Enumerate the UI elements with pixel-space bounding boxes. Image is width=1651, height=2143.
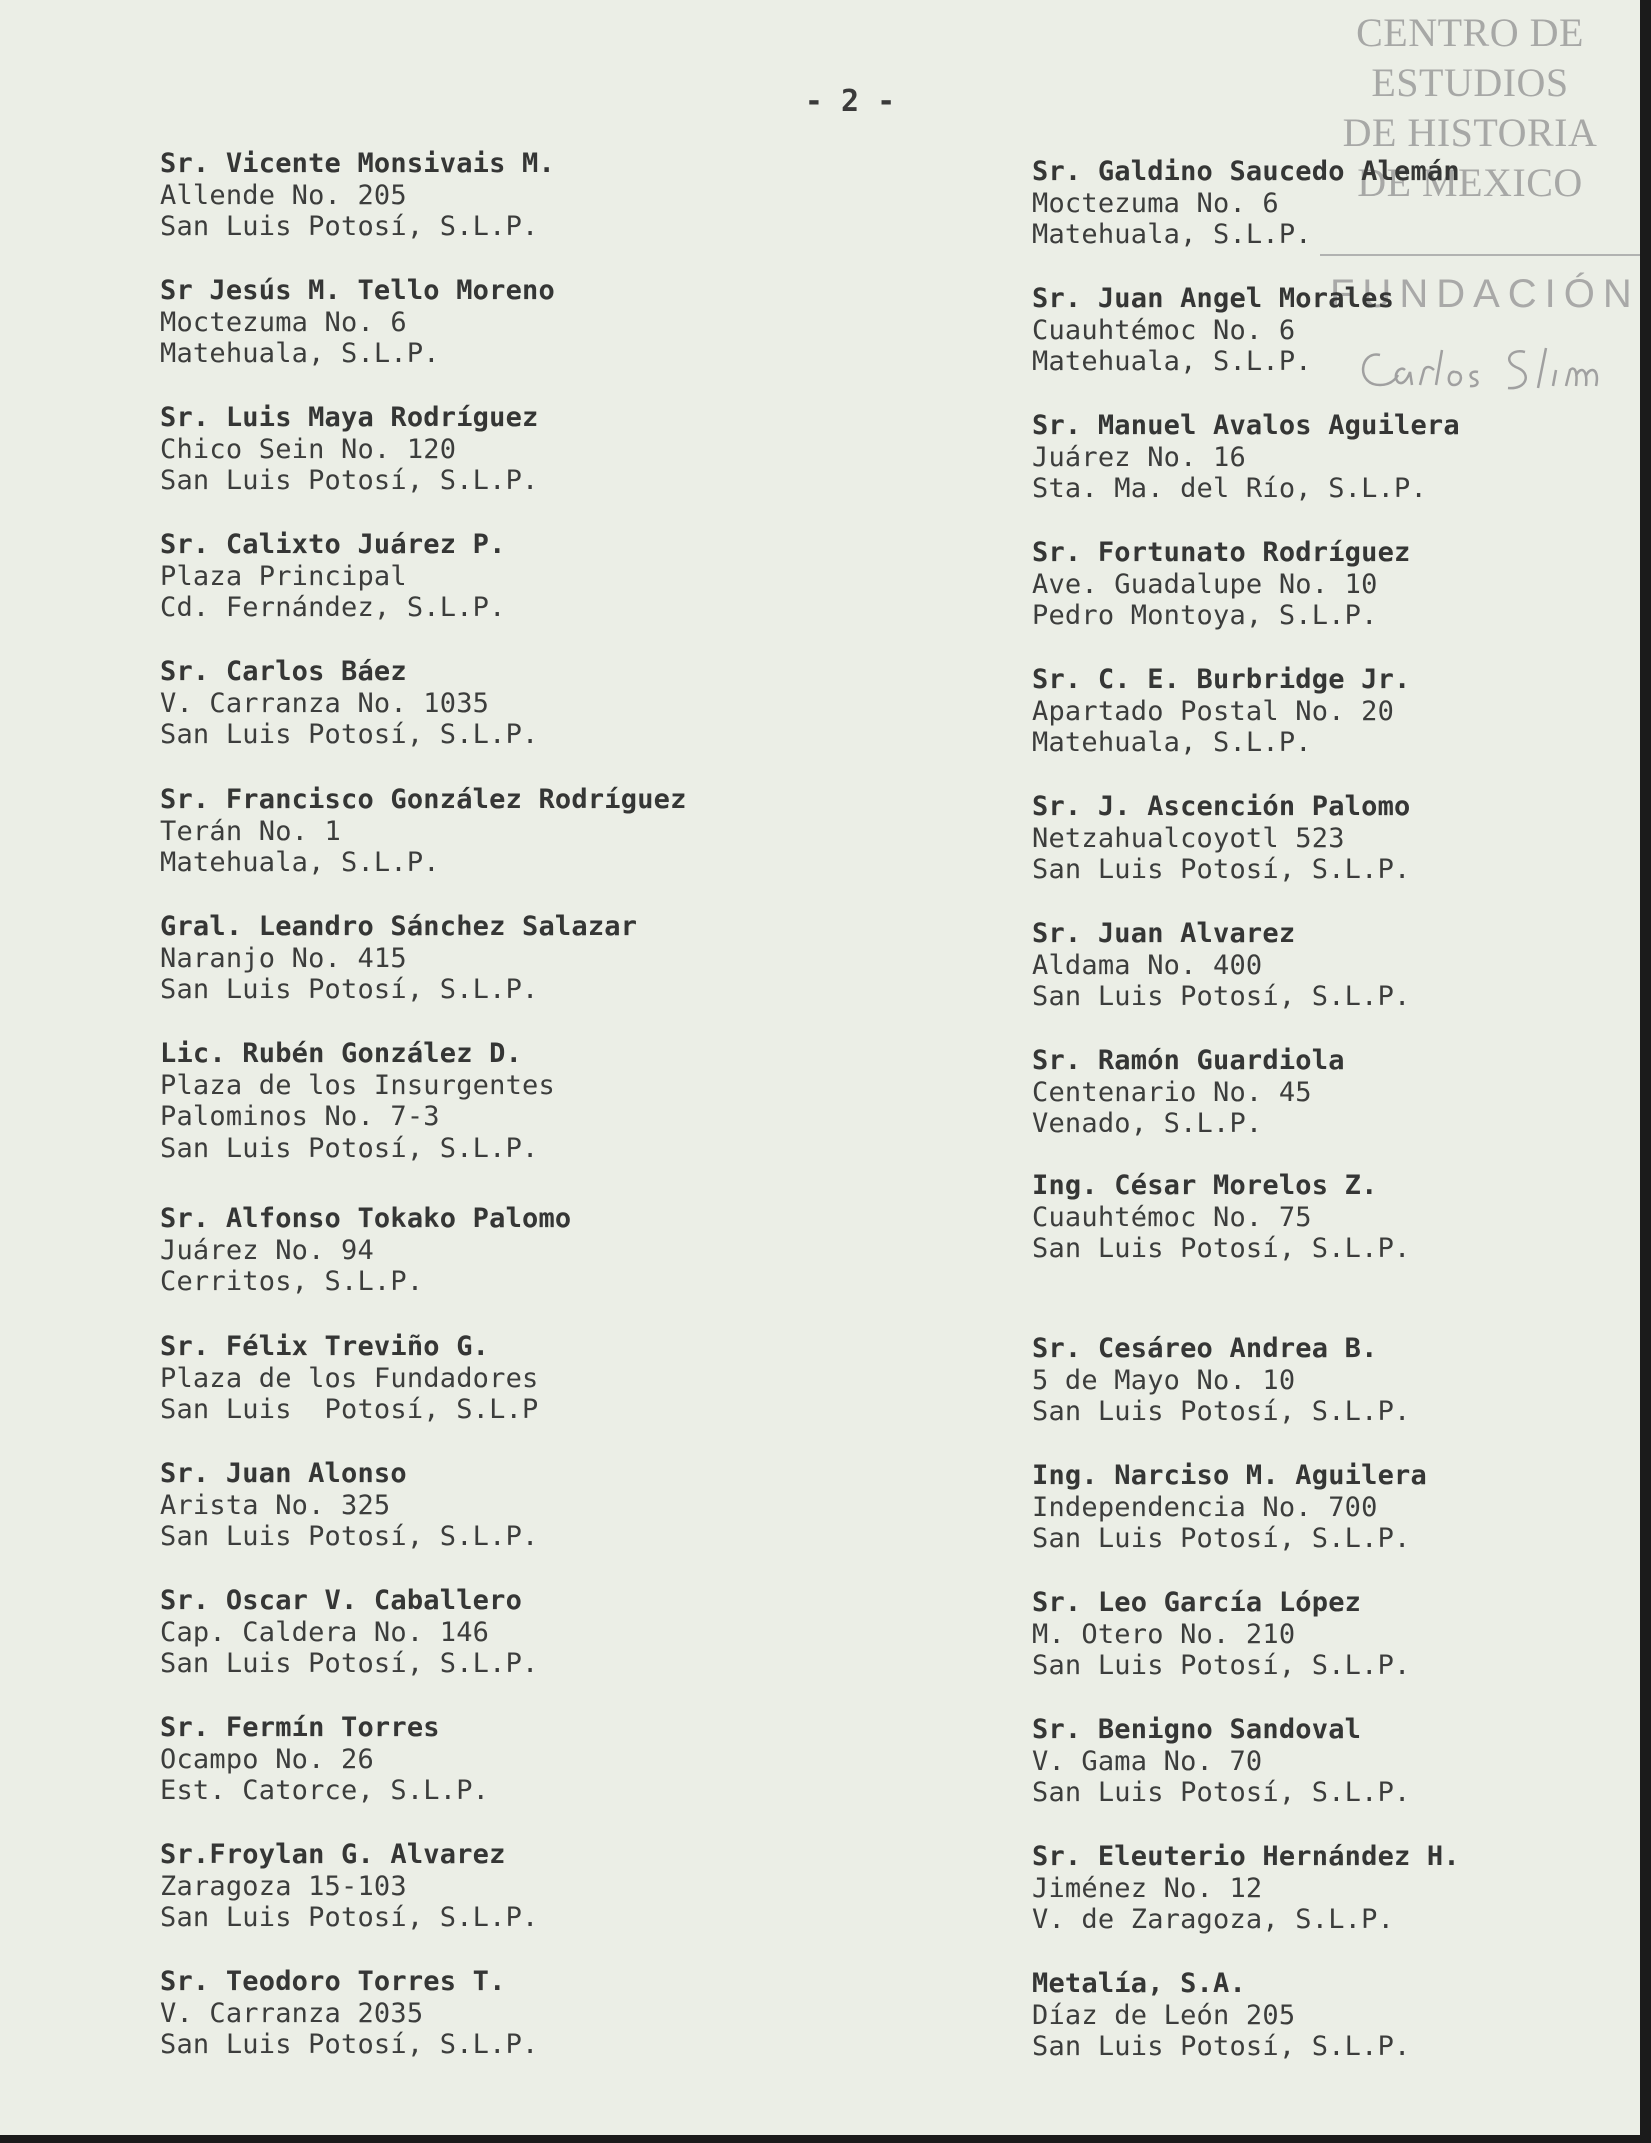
recipient-name: Sr. Juan Angel Morales [1032,283,1395,314]
recipient-street: Moctezuma No. 6 [160,306,407,338]
recipient-name: Sr. Manuel Avalos Aguilera [1032,410,1460,441]
recipient-street: Jiménez No. 12 [1032,1872,1263,1904]
recipient-city: San Luis Potosí, S.L.P. [160,974,539,1005]
recipient-name: Sr. J. Ascención Palomo [1032,791,1411,822]
address-entry [160,1712,489,1807]
recipient-name: Gral. Leandro Sánchez Salazar [160,911,638,942]
recipient-street: Cuauhtémoc No. 75 [1032,1201,1312,1233]
recipient-city: Cerritos, S.L.P. [160,1266,424,1297]
address-entry [160,911,637,1006]
scan-border-bottom [0,2135,1651,2143]
recipient-name: Ing. Narciso M. Aguilera [1032,1460,1427,1491]
recipient-name: Sr. Oscar V. Caballero [160,1585,523,1616]
address-entry [1032,1714,1410,1809]
recipient-city: Pedro Montoya, S.L.P. [1032,600,1378,631]
recipient-name: Sr. Juan Alvarez [1032,918,1296,949]
recipient-name: Sr. Calixto Juárez P. [160,529,506,560]
recipient-street: V. Gama No. 70 [1032,1745,1263,1777]
recipient-city: San Luis Potosí, S.L.P. [160,211,539,242]
recipient-city: San Luis Potosí, S.L.P. [160,1902,539,1933]
address-entry [160,1203,571,1298]
recipient-name: Sr. Teodoro Torres T. [160,1966,506,1997]
recipient-city: San Luis Potosí, S.L.P. [1032,981,1411,1012]
address-entry [1032,1333,1410,1428]
recipient-city: San Luis Potosí, S.L.P. [160,2029,539,2060]
recipient-street: Díaz de León 205 [1032,1999,1296,2031]
address-entry [1032,1587,1410,1682]
recipient-street: Centenario No. 45 [1032,1076,1312,1108]
recipient-name: Sr. Juan Alonso [160,1458,407,1489]
watermark-line: DE HISTORIA [1342,110,1598,155]
recipient-city: Matehuala, S.L.P. [1032,346,1312,377]
recipient-city: San Luis Potosí, S.L.P. [1032,1396,1411,1427]
recipient-name: Sr. Leo García López [1032,1587,1362,1618]
recipient-city: Matehuala, S.L.P. [1032,727,1312,758]
recipient-city: San Luis Potosí, S.L.P. [160,1132,539,1164]
recipient-city: Matehuala, S.L.P. [160,338,440,369]
recipient-name: Sr. Carlos Báez [160,656,407,687]
recipient-street: Ave. Guadalupe No. 10 [1032,568,1378,600]
recipient-name: Sr. Cesáreo Andrea B. [1032,1333,1378,1364]
recipient-street: Netzahualcoyotl 523 [1032,822,1345,854]
address-entry [160,275,555,370]
recipient-city: Matehuala, S.L.P. [160,847,440,878]
recipient-city: Cd. Fernández, S.L.P. [160,592,506,623]
recipient-street: Terán No. 1 [160,815,342,847]
recipient-name: Sr. Luis Maya Rodríguez [160,402,539,433]
watermark-divider [1320,254,1640,256]
recipient-city: San Luis Potosí, S.L.P. [1032,1650,1411,1681]
recipient-name: Sr. Francisco González Rodríguez [160,784,687,815]
recipient-city: Sta. Ma. del Río, S.L.P. [1032,473,1427,504]
address-entry [1032,1968,1410,2063]
recipient-street: Allende No. 205 [160,179,407,211]
recipient-street: Apartado Postal No. 20 [1032,695,1395,727]
recipient-name: Sr. Eleuterio Hernández H. [1032,1841,1460,1872]
watermark-foundation: FUNDACIÓN [1330,272,1640,316]
recipient-name: Sr.Froylan G. Alvarez [160,1839,506,1870]
recipient-street: Plaza de los Fundadores [160,1362,539,1394]
address-entry [1032,1045,1345,1140]
recipient-street: Juárez No. 94 [160,1234,374,1266]
recipient-street: V. Carranza 2035 [160,1997,424,2029]
recipient-city: V. de Zaragoza, S.L.P. [1032,1904,1395,1935]
address-entry [1032,791,1410,886]
recipient-name: Sr. Vicente Monsivais M. [160,148,555,179]
recipient-street: Aldama No. 400 [1032,949,1263,981]
address-entry [1032,283,1394,378]
address-entry [160,148,555,243]
page-number: - 2 - [804,84,896,119]
recipient-city: San Luis Potosí, S.L.P. [1032,1233,1411,1264]
recipient-street: Juárez No. 16 [1032,441,1246,473]
recipient-name: Sr. Benigno Sandoval [1032,1714,1362,1745]
recipient-city: Est. Catorce, S.L.P. [160,1775,490,1806]
recipient-street: M. Otero No. 210 [1032,1618,1296,1650]
address-entry [160,1839,538,1934]
recipient-name: Sr. Galdino Saucedo Alemán [1032,156,1460,187]
recipient-street: Plaza de los Insurgentes [160,1069,555,1101]
recipient-city: San Luis Potosí, S.L.P. [160,719,539,750]
recipient-street: 5 de Mayo No. 10 [1032,1364,1296,1396]
recipient-city: San Luis Potosí, S.L.P. [160,1521,539,1552]
recipient-street: Cap. Caldera No. 146 [160,1616,490,1648]
recipient-street: Ocampo No. 26 [160,1743,374,1775]
address-entry [160,784,687,879]
recipient-name: Sr. Alfonso Tokako Palomo [160,1203,572,1234]
address-entry [1032,410,1460,505]
address-entry [160,402,538,497]
recipient-city: San Luis Potosí, S.L.P. [160,465,539,496]
address-entry [1032,537,1410,632]
address-entry [160,1966,538,2061]
address-entry [160,529,506,624]
recipient-street: Naranjo No. 415 [160,942,407,974]
recipient-street: Cuauhtémoc No. 6 [1032,314,1296,346]
recipient-city: San Luis Potosí, S.L.P. [1032,854,1411,885]
recipient-street: Moctezuma No. 6 [1032,187,1279,219]
archive-watermark [1320,4,1640,316]
recipient-name: Sr. C. E. Burbridge Jr. [1032,664,1411,695]
recipient-name: Sr. Fortunato Rodríguez [1032,537,1411,568]
address-entry [1032,156,1460,251]
recipient-city: San Luis Potosí, S.L.P. [1032,2031,1411,2062]
address-entry [1032,664,1410,759]
recipient-name: Sr. Ramón Guardiola [1032,1045,1345,1076]
recipient-city: San Luis Potosí, S.L.P [160,1394,539,1425]
address-entry [1032,918,1410,1013]
address-entry [1032,1460,1427,1555]
recipient-street: Arista No. 325 [160,1489,391,1521]
recipient-name: Metalía, S.A. [1032,1968,1246,1999]
recipient-name: Sr Jesús M. Tello Moreno [160,275,555,306]
watermark-line: ESTUDIOS [1371,60,1569,105]
address-entry [160,1458,538,1553]
address-entry [1032,1841,1460,1936]
recipient-street: Palominos No. 7-3 [160,1101,440,1132]
address-entry [160,1585,538,1680]
recipient-name: Sr. Félix Treviño G. [160,1331,490,1362]
recipient-city: Matehuala, S.L.P. [1032,219,1312,250]
recipient-name: Sr. Fermín Torres [160,1712,440,1743]
recipient-city: San Luis Potosí, S.L.P. [160,1648,539,1679]
recipient-city: San Luis Potosí, S.L.P. [1032,1523,1411,1554]
recipient-city: Venado, S.L.P. [1032,1108,1263,1139]
address-entry [160,1331,538,1426]
watermark-line: DE MEXICO [1357,160,1583,205]
watermark-line: CENTRO DE [1356,10,1584,55]
scan-border-right [1640,0,1651,2143]
address-entry [160,1038,555,1164]
recipient-street: Independencia No. 700 [1032,1491,1378,1523]
recipient-street: Chico Sein No. 120 [160,433,457,465]
recipient-name: Lic. Rubén González D. [160,1038,523,1069]
recipient-name: Ing. César Morelos Z. [1032,1170,1378,1201]
recipient-street: Zaragoza 15-103 [160,1870,407,1902]
recipient-city: San Luis Potosí, S.L.P. [1032,1777,1411,1808]
address-entry [160,656,538,751]
recipient-street: V. Carranza No. 1035 [160,687,490,719]
address-entry [1032,1170,1410,1265]
recipient-street: Plaza Principal [160,560,407,592]
